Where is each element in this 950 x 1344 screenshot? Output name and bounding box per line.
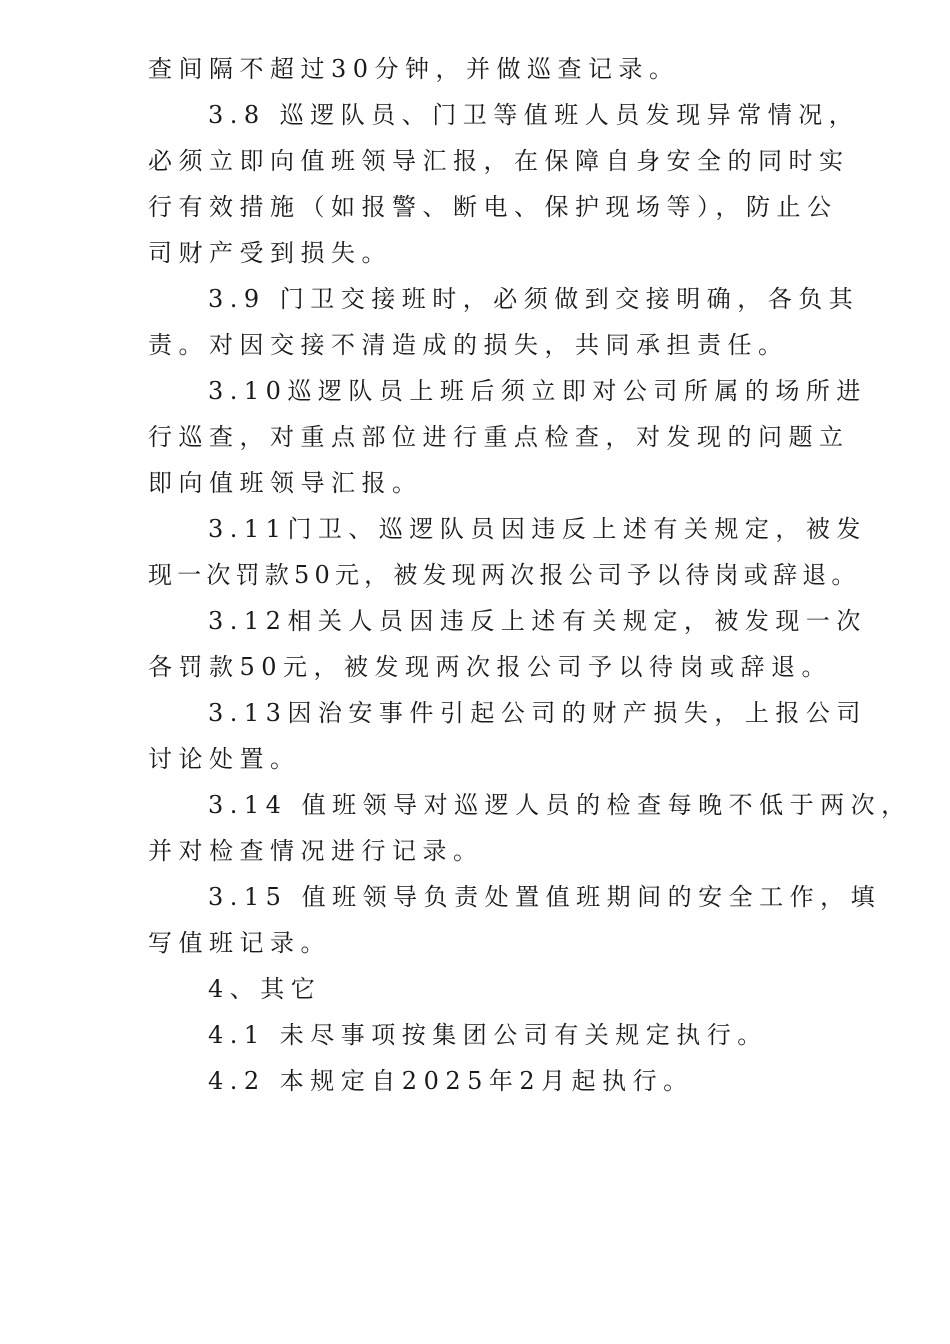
clause-4-2-line: 4.2 本规定自2025年2月起执行。 [208,1067,694,1095]
clause-3-8-line: 3.8 巡逻队员、门卫等值班人员发现异常情况， [208,101,860,129]
text-line: 并对检查情况进行记录。 [148,837,484,865]
text-line: 即向值班领导汇报。 [148,469,423,497]
clause-3-9-line: 3.9 门卫交接班时，必须做到交接明确，各负其 [208,285,860,313]
text-line: 责。对因交接不清造成的损失，共同承担责任。 [148,331,789,359]
clause-3-12-line: 3.12相关人员因违反上述有关规定，被发现一次 [208,607,867,635]
text-line: 查间隔不超过30分钟，并做巡查记录。 [148,55,680,83]
clause-3-10-line: 3.10巡逻队员上班后须立即对公司所属的场所进 [208,377,867,405]
text-line: 行巡查，对重点部位进行重点检查，对发现的问题立 [148,423,850,451]
clause-3-15-line: 3.15 值班领导负责处置值班期间的安全工作，填 [208,883,882,911]
text-line: 必须立即向值班领导汇报，在保障自身安全的同时实 [148,147,850,175]
text-line: 写值班记录。 [148,929,331,957]
text-line: 现一次罚款50元，被发现两次报公司予以待岗或辞退。 [148,561,861,589]
text-line: 各罚款50元，被发现两次报公司予以待岗或辞退。 [148,653,833,681]
clause-4-1-line: 4.1 未尽事项按集团公司有关规定执行。 [208,1021,768,1049]
clause-3-11-line: 3.11门卫、巡逻队员因违反上述有关规定，被发 [208,515,867,543]
text-line: 司财产受到损失。 [148,239,392,267]
clause-3-14-line: 3.14 值班领导对巡逻人员的检查每晚不低于两次， [208,791,912,819]
text-line: 讨论处置。 [148,745,301,773]
text-line: 行有效措施（如报警、断电、保护现场等），防止公 [148,193,838,221]
section-4-heading: 4、其它 [208,975,322,1003]
clause-3-13-line: 3.13因治安事件引起公司的财产损失，上报公司 [208,699,867,727]
